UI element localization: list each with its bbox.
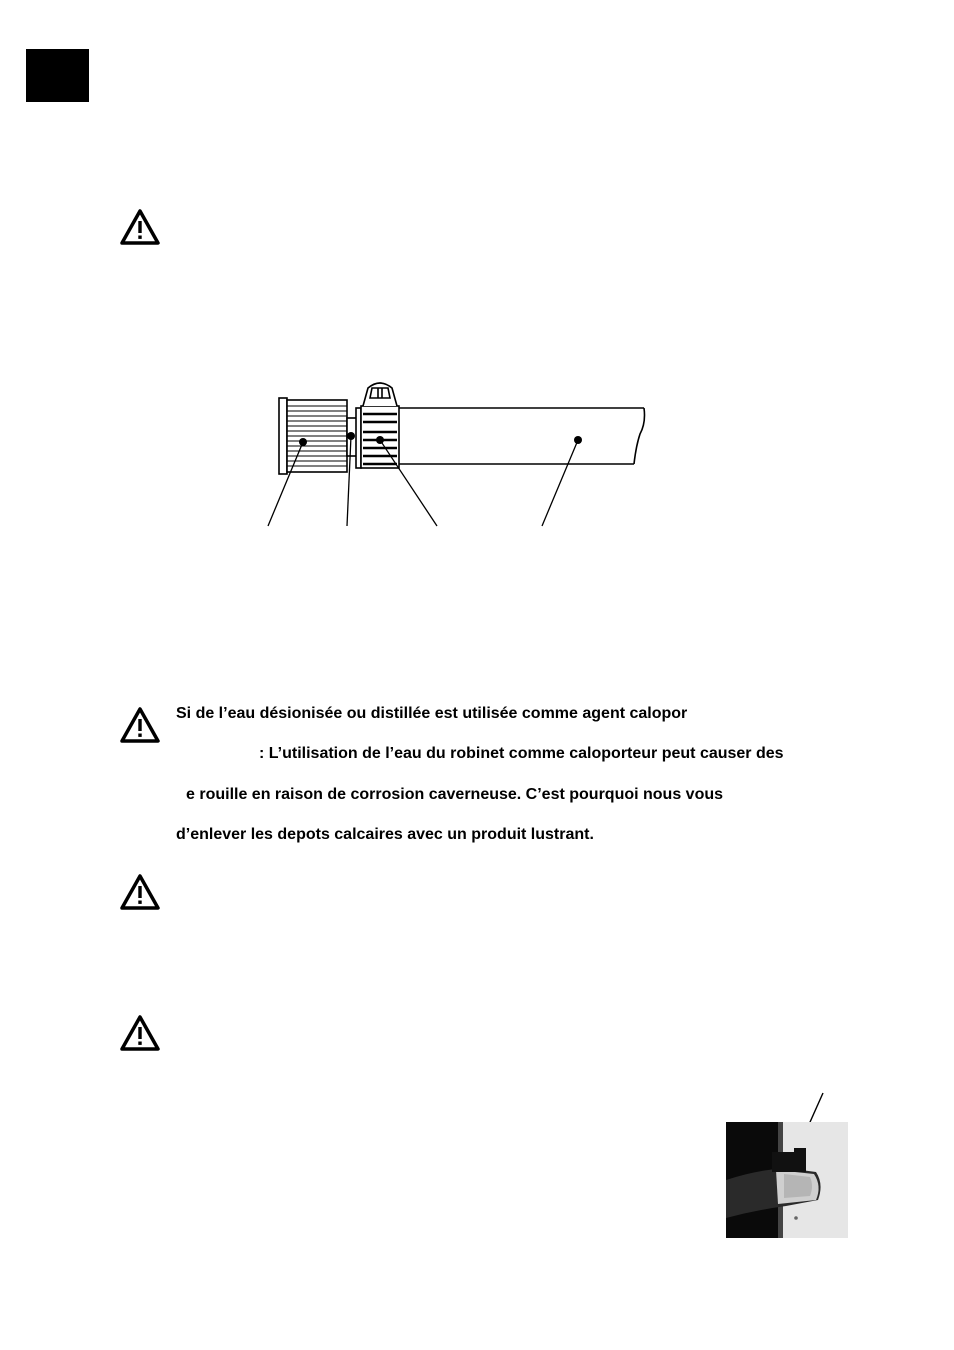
note-line: e rouille en raison de corrosion caverneuse. C’est pourquoi nous vous (186, 786, 724, 803)
note-line: d’enlever les depots calcaires avec un produit lustrant. (176, 826, 594, 843)
page-tab-marker (26, 49, 89, 102)
hose-connector-diagram (260, 378, 660, 530)
connector-photo (726, 1122, 848, 1238)
note-line: : L’utilisation de l’eau du robinet comme caloporteur peut causer des (259, 745, 784, 762)
note-line: Si de l’eau désionisée ou distillée est utilisée comme agent calopor (176, 705, 688, 722)
warning-triangle-icon (119, 873, 161, 911)
warning-triangle-icon (119, 208, 161, 246)
warning-triangle-icon (119, 1014, 161, 1052)
warning-triangle-icon (119, 706, 161, 744)
